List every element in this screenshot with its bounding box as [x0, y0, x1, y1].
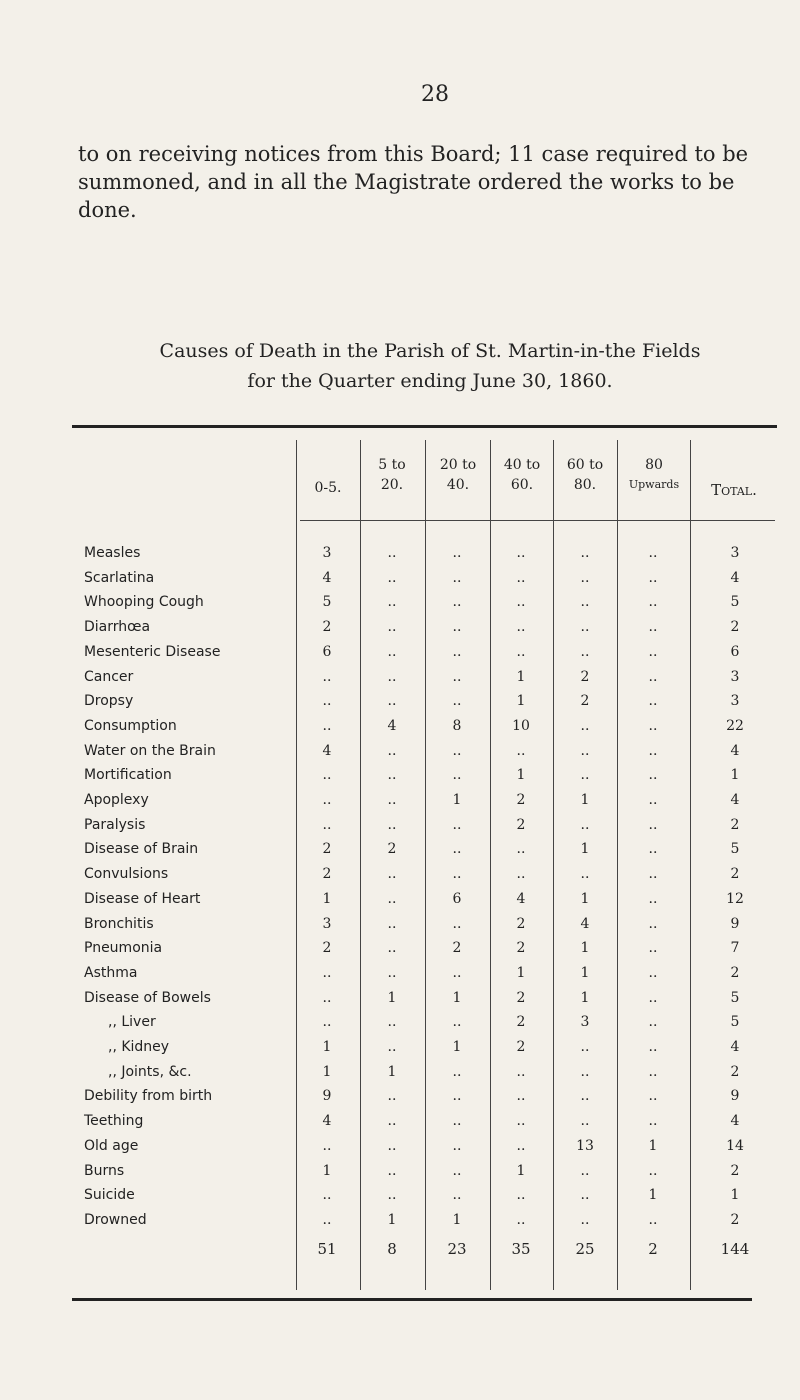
cell-80-upwards: .. — [648, 643, 658, 660]
cell-40-60: .. — [516, 545, 526, 561]
cell-40-60: 4 — [516, 890, 526, 907]
column-header-60-80: 60 to 80. — [566, 457, 604, 493]
cell-40-60: .. — [516, 1187, 526, 1204]
cell-80-upwards: .. — [648, 915, 658, 932]
cell-total: 7 — [730, 940, 740, 957]
cell-60-80: .. — [580, 545, 590, 561]
cell-0-5: 1 — [322, 890, 332, 907]
cell-5-20: 2 — [387, 841, 397, 858]
cell-80-upwards: .. — [648, 767, 658, 784]
cell-0-5: .. — [322, 1211, 332, 1228]
cause-label: Drowned — [84, 1211, 147, 1228]
cell-40-60: 1 — [516, 1162, 526, 1179]
cell-20-40: .. — [452, 1137, 462, 1154]
cell-60-80: 1 — [580, 940, 590, 957]
cell-5-20: .. — [387, 816, 397, 833]
cell-0-5: .. — [322, 816, 332, 833]
totals-row — [0, 1240, 800, 1266]
cause-label: Mesenteric Disease — [84, 643, 221, 660]
cell-total: 22 — [726, 717, 744, 734]
cell-5-20: .. — [387, 619, 397, 636]
cell-60-80: .. — [580, 742, 590, 759]
column-header-40-60: 40 to 60. — [503, 457, 541, 493]
cell-total: 2 — [730, 619, 740, 636]
cell-0-5: 1 — [322, 1063, 332, 1080]
cell-80-upwards: .. — [648, 1211, 658, 1228]
cell-20-40: .. — [452, 545, 462, 561]
table-row — [0, 916, 800, 938]
cause-label: Disease of Bowels — [84, 989, 211, 1006]
cell-0-5: .. — [322, 1137, 332, 1154]
cell-0-5: .. — [322, 1187, 332, 1204]
cell-total: 5 — [730, 841, 740, 858]
cause-label: Debility from birth — [84, 1088, 213, 1105]
cell-0-5: .. — [322, 989, 332, 1006]
cell-5-20: 1 — [387, 1063, 397, 1080]
cell-0-5: 1 — [322, 1162, 332, 1179]
cell-20-40: .. — [452, 668, 462, 685]
cell-20-40: 8 — [452, 717, 462, 734]
cell-0-5: 3 — [322, 545, 332, 561]
heading-line-1: Causes of Death in the Parish of St. Martin-in-the Fields — [159, 340, 701, 362]
cell-40-60: 2 — [516, 940, 526, 957]
cell-total: 9 — [730, 915, 740, 932]
cell-60-80: .. — [580, 619, 590, 636]
cell-total: 5 — [730, 594, 740, 611]
cell-80-upwards: .. — [648, 1088, 658, 1105]
cause-label: Pneumonia — [84, 940, 163, 957]
cell-80-upwards: .. — [648, 742, 658, 759]
cell-80-upwards: .. — [648, 841, 658, 858]
cell-40-60: .. — [516, 643, 526, 660]
cell-0-5: 3 — [322, 915, 332, 932]
cell-40-60: .. — [516, 619, 526, 636]
cause-label: Disease of Brain — [84, 841, 199, 858]
cell-0-5: .. — [322, 1014, 332, 1031]
total-80-upwards: 2 — [648, 1240, 658, 1258]
table-row — [0, 743, 800, 765]
table-row — [0, 594, 800, 616]
cell-60-80: .. — [580, 643, 590, 660]
cell-20-40: .. — [452, 594, 462, 611]
cell-60-80: .. — [580, 1162, 590, 1179]
cell-20-40: 1 — [452, 1211, 462, 1228]
table-row — [0, 767, 800, 789]
cell-80-upwards: 1 — [648, 1137, 658, 1154]
cell-total: 5 — [730, 989, 740, 1006]
cell-5-20: .. — [387, 742, 397, 759]
cell-60-80: 1 — [580, 890, 590, 907]
cause-label: Disease of Heart — [84, 890, 201, 907]
cell-total: 3 — [730, 693, 740, 710]
cell-60-80: 1 — [580, 989, 590, 1006]
cell-0-5: 2 — [322, 940, 332, 957]
cause-label: Measles — [84, 545, 141, 561]
table-row — [0, 570, 800, 592]
cell-0-5: .. — [322, 964, 332, 981]
cell-20-40: .. — [452, 816, 462, 833]
cell-60-80: .. — [580, 1211, 590, 1228]
cell-total: 1 — [730, 1187, 740, 1204]
cell-80-upwards: .. — [648, 668, 658, 685]
cell-40-60: .. — [516, 1063, 526, 1080]
table-top-rule — [72, 425, 777, 428]
cell-20-40: .. — [452, 767, 462, 784]
cell-0-5: .. — [322, 767, 332, 784]
cell-5-20: .. — [387, 1088, 397, 1105]
cell-20-40: 6 — [452, 890, 462, 907]
table-row — [0, 1088, 800, 1110]
cell-40-60: 1 — [516, 693, 526, 710]
cell-40-60: 2 — [516, 792, 526, 808]
cell-40-60: .. — [516, 1113, 526, 1130]
table-bottom-rule — [72, 1298, 752, 1301]
heading-line-2: for the Quarter ending June 30, 1860. — [247, 370, 613, 392]
cell-total: 2 — [730, 1211, 740, 1228]
cause-label: Dropsy — [84, 693, 134, 710]
cell-5-20: .. — [387, 1014, 397, 1031]
cell-5-20: .. — [387, 1039, 397, 1055]
cell-0-5: 1 — [322, 1039, 332, 1055]
table-row — [0, 841, 800, 863]
cell-40-60: .. — [516, 866, 526, 883]
cell-60-80: .. — [580, 866, 590, 883]
cell-60-80: 2 — [580, 668, 590, 685]
cell-total: 12 — [726, 890, 744, 907]
cell-40-60: .. — [516, 594, 526, 611]
cell-80-upwards: .. — [648, 569, 658, 586]
cell-40-60: .. — [516, 841, 526, 858]
cell-20-40: .. — [452, 915, 462, 932]
cell-5-20: .. — [387, 1187, 397, 1204]
cell-80-upwards: .. — [648, 792, 658, 808]
cause-label: Bronchitis — [84, 915, 154, 932]
cell-20-40: .. — [452, 693, 462, 710]
cell-40-60: .. — [516, 1211, 526, 1228]
cause-label: Scarlatina — [84, 569, 155, 586]
cell-80-upwards: .. — [648, 890, 658, 907]
grand-total: 144 — [720, 1240, 750, 1258]
column-header-total: Total. — [711, 481, 757, 499]
cell-20-40: .. — [452, 643, 462, 660]
cell-60-80: .. — [580, 594, 590, 611]
table-row — [0, 644, 800, 666]
cell-5-20: 1 — [387, 1211, 397, 1228]
cause-label: ,, Kidney — [108, 1039, 170, 1055]
table-row — [0, 718, 800, 740]
cell-0-5: 2 — [322, 619, 332, 636]
cell-5-20: .. — [387, 594, 397, 611]
cause-label: Old age — [84, 1137, 139, 1154]
cell-0-5: 5 — [322, 594, 332, 611]
cell-total: 3 — [730, 668, 740, 685]
cell-0-5: 9 — [322, 1088, 332, 1105]
cell-20-40: .. — [452, 1088, 462, 1105]
cell-5-20: .. — [387, 668, 397, 685]
cell-80-upwards: .. — [648, 1014, 658, 1031]
cell-0-5: 6 — [322, 643, 332, 660]
cell-40-60: .. — [516, 1137, 526, 1154]
cell-20-40: .. — [452, 619, 462, 636]
cause-label: ,, Joints, &c. — [108, 1063, 192, 1080]
total-60-80: 25 — [575, 1240, 595, 1258]
table-row — [0, 1138, 800, 1160]
cell-5-20: .. — [387, 915, 397, 932]
cell-80-upwards: .. — [648, 1039, 658, 1055]
cell-80-upwards: .. — [648, 989, 658, 1006]
cause-label: Convulsions — [84, 866, 169, 883]
cell-20-40: .. — [452, 569, 462, 586]
table-row — [0, 669, 800, 691]
cell-40-60: 1 — [516, 964, 526, 981]
cell-40-60: 2 — [516, 989, 526, 1006]
cause-label: Consumption — [84, 717, 177, 734]
table-row — [0, 792, 800, 814]
cell-5-20: .. — [387, 643, 397, 660]
cell-80-upwards: .. — [648, 1113, 658, 1130]
cell-20-40: .. — [452, 1014, 462, 1031]
cell-0-5: 4 — [322, 569, 332, 586]
table-row — [0, 891, 800, 913]
cell-60-80: .. — [580, 1187, 590, 1204]
total-5-20: 8 — [387, 1240, 397, 1258]
cause-label: Paralysis — [84, 816, 146, 833]
cell-5-20: .. — [387, 890, 397, 907]
cell-40-60: 10 — [512, 717, 530, 734]
cell-40-60: 1 — [516, 668, 526, 685]
table-row — [0, 817, 800, 839]
cell-total: 4 — [730, 569, 740, 586]
cell-60-80: .. — [580, 1113, 590, 1130]
cause-label: Diarrhœa — [84, 619, 151, 636]
cell-5-20: .. — [387, 866, 397, 883]
cell-60-80: .. — [580, 1039, 590, 1055]
table-row — [0, 965, 800, 987]
table-row — [0, 1064, 800, 1086]
page-number: 28 — [421, 82, 449, 107]
cell-5-20: .. — [387, 1137, 397, 1154]
cell-total: 6 — [730, 643, 740, 660]
total-0-5: 51 — [317, 1240, 337, 1258]
cell-0-5: 4 — [322, 1113, 332, 1130]
cell-40-60: .. — [516, 569, 526, 586]
cell-40-60: 2 — [516, 1014, 526, 1031]
table-row — [0, 1039, 800, 1061]
cell-80-upwards: .. — [648, 619, 658, 636]
table-row — [0, 545, 800, 567]
cell-20-40: 1 — [452, 989, 462, 1006]
cell-80-upwards: .. — [648, 545, 658, 561]
cause-label: Asthma — [84, 964, 138, 981]
cell-20-40: .. — [452, 866, 462, 883]
cell-20-40: 1 — [452, 792, 462, 808]
cause-label: Mortification — [84, 767, 172, 784]
cell-5-20: .. — [387, 964, 397, 981]
cell-total: 2 — [730, 866, 740, 883]
cell-5-20: .. — [387, 569, 397, 586]
cell-20-40: .. — [452, 1113, 462, 1130]
cause-label: Water on the Brain — [84, 742, 216, 759]
table-row — [0, 990, 800, 1012]
cell-20-40: 1 — [452, 1039, 462, 1055]
cell-60-80: 1 — [580, 792, 590, 808]
cell-40-60: 2 — [516, 816, 526, 833]
cell-80-upwards: .. — [648, 940, 658, 957]
cell-5-20: .. — [387, 792, 397, 808]
cell-80-upwards: .. — [648, 693, 658, 710]
cell-80-upwards: .. — [648, 594, 658, 611]
cell-60-80: .. — [580, 816, 590, 833]
cell-total: 2 — [730, 964, 740, 981]
cause-label: Cancer — [84, 668, 134, 685]
cell-total: 2 — [730, 1162, 740, 1179]
cell-80-upwards: .. — [648, 717, 658, 734]
column-header-80-upwards: 80 Upwards — [628, 457, 680, 491]
table-row — [0, 1113, 800, 1135]
cell-5-20: 4 — [387, 717, 397, 734]
cell-5-20: .. — [387, 767, 397, 784]
total-20-40: 23 — [447, 1240, 467, 1258]
cell-40-60: 2 — [516, 1039, 526, 1055]
cell-40-60: 1 — [516, 767, 526, 784]
cause-label: Apoplexy — [84, 792, 149, 808]
cell-total: 4 — [730, 742, 740, 759]
cell-20-40: .. — [452, 742, 462, 759]
cell-60-80: 2 — [580, 693, 590, 710]
cell-60-80: .. — [580, 767, 590, 784]
table-row — [0, 1163, 800, 1185]
table-row — [0, 1187, 800, 1209]
cell-80-upwards: .. — [648, 964, 658, 981]
cause-label: Burns — [84, 1162, 125, 1179]
cell-0-5: .. — [322, 717, 332, 734]
cell-40-60: .. — [516, 742, 526, 759]
header-rule — [300, 520, 775, 521]
cell-total: 1 — [730, 767, 740, 784]
cell-total: 2 — [730, 816, 740, 833]
cell-20-40: .. — [452, 1063, 462, 1080]
cell-20-40: 2 — [452, 940, 462, 957]
cell-0-5: .. — [322, 792, 332, 808]
cell-60-80: .. — [580, 1088, 590, 1105]
cell-60-80: .. — [580, 569, 590, 586]
cell-40-60: .. — [516, 1088, 526, 1105]
column-header-20-40: 20 to 40. — [439, 457, 477, 493]
cell-80-upwards: .. — [648, 1162, 658, 1179]
cell-60-80: 1 — [580, 841, 590, 858]
column-header-5-20: 5 to 20. — [378, 457, 406, 493]
cause-label: Teething — [84, 1113, 144, 1130]
cell-5-20: .. — [387, 1113, 397, 1130]
table-row — [0, 693, 800, 715]
cell-5-20: .. — [387, 940, 397, 957]
cause-label: Whooping Cough — [84, 594, 204, 611]
cell-total: 9 — [730, 1088, 740, 1105]
cell-60-80: 13 — [576, 1137, 594, 1154]
cell-5-20: 1 — [387, 989, 397, 1006]
table-row — [0, 940, 800, 962]
cell-80-upwards: .. — [648, 1063, 658, 1080]
cell-total: 2 — [730, 1063, 740, 1080]
cell-60-80: .. — [580, 717, 590, 734]
cell-0-5: 2 — [322, 866, 332, 883]
cell-total: 5 — [730, 1014, 740, 1031]
cell-0-5: 2 — [322, 841, 332, 858]
cell-40-60: 2 — [516, 915, 526, 932]
cell-80-upwards: 1 — [648, 1187, 658, 1204]
cause-label: Suicide — [84, 1187, 135, 1204]
total-40-60: 35 — [511, 1240, 531, 1258]
table-row — [0, 866, 800, 888]
cell-0-5: .. — [322, 693, 332, 710]
cell-5-20: .. — [387, 693, 397, 710]
cell-0-5: .. — [322, 668, 332, 685]
table-row — [0, 619, 800, 641]
cell-20-40: .. — [452, 1187, 462, 1204]
cell-5-20: .. — [387, 545, 397, 561]
cell-total: 4 — [730, 1039, 740, 1055]
cell-60-80: .. — [580, 1063, 590, 1080]
table-heading — [70, 336, 790, 396]
cell-total: 3 — [730, 545, 740, 561]
cause-label: ,, Liver — [108, 1014, 156, 1031]
cell-total: 14 — [726, 1137, 744, 1154]
cell-total: 4 — [730, 792, 740, 808]
cell-20-40: .. — [452, 1162, 462, 1179]
cell-60-80: 3 — [580, 1014, 590, 1031]
cell-0-5: 4 — [322, 742, 332, 759]
cell-5-20: .. — [387, 1162, 397, 1179]
column-header-0-5: 0-5. — [314, 480, 342, 496]
cell-80-upwards: .. — [648, 866, 658, 883]
cell-60-80: 4 — [580, 915, 590, 932]
table-row — [0, 1014, 800, 1036]
cell-20-40: .. — [452, 841, 462, 858]
cell-80-upwards: .. — [648, 816, 658, 833]
intro-paragraph: to on receiving notices from this Board; 11 case required to be summoned, and in all the Magistrate ordered the works to be done. — [78, 142, 749, 222]
cell-total: 4 — [730, 1113, 740, 1130]
cell-60-80: 1 — [580, 964, 590, 981]
cell-20-40: .. — [452, 964, 462, 981]
table-row — [0, 1212, 800, 1234]
